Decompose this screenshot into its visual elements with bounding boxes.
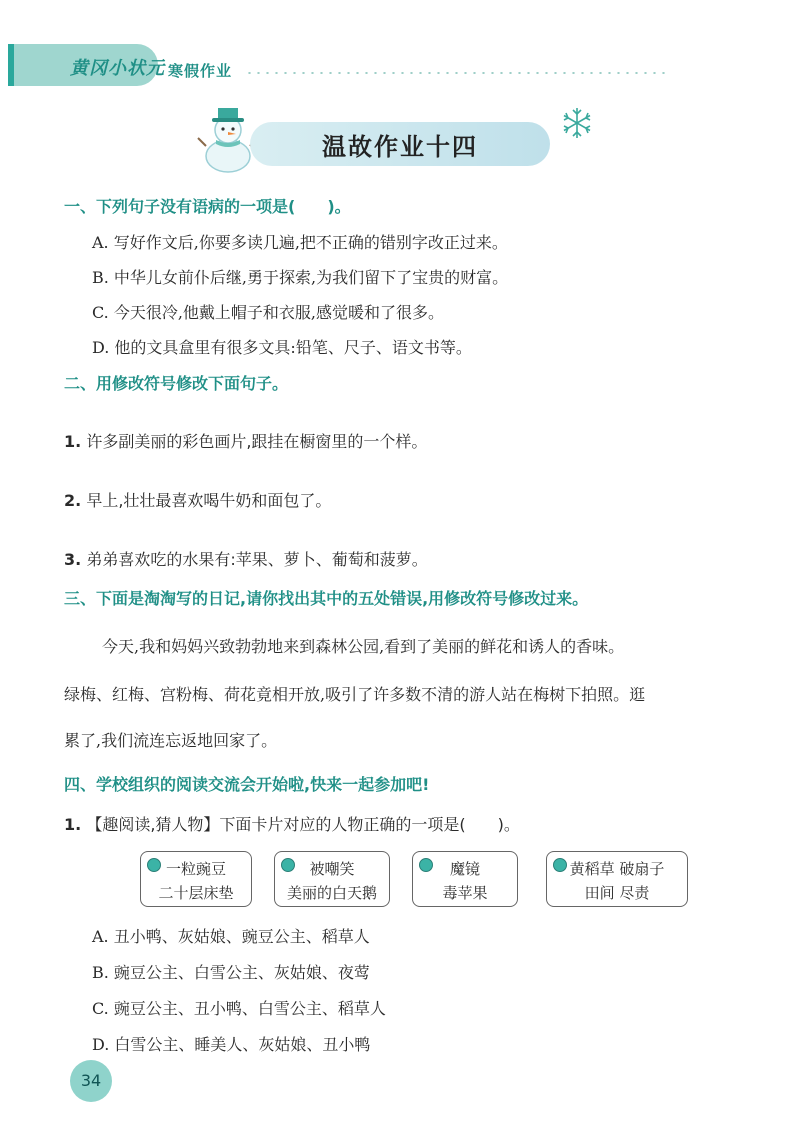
item-text: 弟弟喜欢吃的水果有:苹果、萝卜、葡萄和菠萝。	[86, 550, 428, 569]
section-4-option-c: C. 豌豆公主、丑小鸭、白雪公主、稻草人	[92, 999, 386, 1018]
clue-card-1	[140, 851, 252, 907]
section-4-heading: 四、学校组织的阅读交流会开始啦,快来一起参加吧!	[64, 775, 430, 794]
brand-bar	[8, 44, 14, 86]
section-3-heading: 三、下面是淘淘写的日记,请你找出其中的五处错误,用修改符号修改过来。	[64, 589, 589, 608]
section-1-heading: 一、下列句子没有语病的一项是( )。	[64, 197, 351, 216]
section-2-item-1	[64, 431, 427, 453]
section-1-option-d: D. 他的文具盒里有很多文具:铅笔、尺子、语文书等。	[92, 338, 472, 357]
diary-line-1: 今天,我和妈妈兴致勃勃地来到森林公园,看到了美丽的鲜花和诱人的香味。	[102, 637, 625, 656]
snowflake-icon	[560, 106, 594, 144]
brand-logo: 黄冈小状元	[70, 58, 165, 79]
page-number: 34	[70, 1060, 112, 1102]
section-1-option-a: A. 写好作文后,你要多读几遍,把不正确的错别字改正过来。	[92, 233, 508, 252]
section-1-option-b: B. 中华儿女前仆后继,勇于探索,为我们留下了宝贵的财富。	[92, 268, 509, 287]
page-title: 温故作业十四	[322, 133, 478, 161]
card-line-2: 美丽的白天鹅	[286, 884, 377, 902]
clue-card-2	[274, 851, 390, 907]
clue-card-4	[546, 851, 688, 907]
card-line-2: 田间 尽责	[584, 884, 650, 902]
section-2-heading: 二、用修改符号修改下面句子。	[64, 374, 289, 393]
card-line-2: 毒苹果	[442, 884, 488, 902]
section-2-item-2	[64, 490, 331, 512]
card-line-1: 黄稻草 破扇子	[569, 860, 665, 878]
diary-line-3: 累了,我们流连忘返地回家了。	[64, 731, 278, 750]
question-number: 1.	[64, 815, 82, 834]
card-line-1: 魔镜	[449, 860, 480, 878]
card-line-1: 被嘲笑	[309, 860, 355, 878]
section-2-item-3	[64, 549, 428, 571]
item-number: 3.	[64, 550, 82, 569]
card-line-2: 二十层床垫	[158, 884, 234, 902]
section-4-option-b: B. 豌豆公主、白雪公主、灰姑娘、夜莺	[92, 963, 370, 982]
item-number: 2.	[64, 491, 82, 510]
header-subtitle: 寒假作业	[168, 62, 233, 80]
header-divider	[245, 72, 665, 74]
section-4-question	[64, 814, 520, 836]
item-number: 1.	[64, 432, 82, 451]
question-text: 【趣阅读,猜人物】下面卡片对应的人物正确的一项是( )。	[86, 815, 520, 834]
diary-line-2: 绿梅、红梅、宫粉梅、荷花竟相开放,吸引了许多数不清的游人站在梅树下拍照。逛	[64, 685, 646, 704]
section-1-option-c: C. 今天很冷,他戴上帽子和衣服,感觉暖和了很多。	[92, 303, 445, 322]
clue-card-3	[412, 851, 518, 907]
section-4-option-d: D. 白雪公主、睡美人、灰姑娘、丑小鸭	[92, 1035, 371, 1054]
section-4-option-a: A. 丑小鸭、灰姑娘、豌豆公主、稻草人	[92, 927, 370, 946]
item-text: 许多副美丽的彩色画片,跟挂在橱窗里的一个样。	[86, 432, 428, 451]
item-text: 早上,壮壮最喜欢喝牛奶和面包了。	[86, 491, 332, 510]
card-line-1: 一粒豌豆	[165, 860, 226, 878]
